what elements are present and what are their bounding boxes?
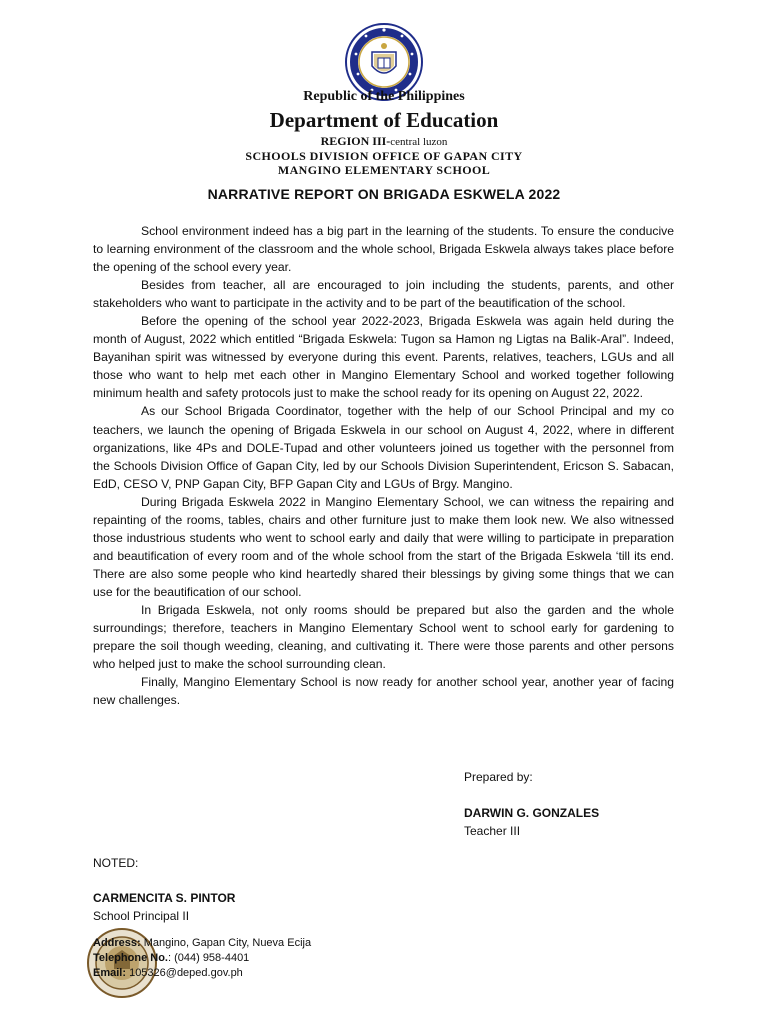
- address-value: Mangino, Gapan City, Nueva Ecija: [140, 937, 312, 949]
- report-title: NARRATIVE REPORT ON BRIGADA ESKWELA 2022: [207, 186, 561, 202]
- region-heading: [0, 134, 768, 149]
- address-label: Address:: [93, 937, 141, 949]
- body-paragraph: Before the opening of the school year 2022-2023, Brigada Eskwela was again held during the month of August, 2022 which entitled “Brigada Eskwela: Tugon sa Hamon ng Ligtas na Balik-Aral”. Indeed, Bayanihan spirit was witnessed by everyone during this event. Parents, relatives, teachers, LGUs and all those who want to help met each other in Mangino Elementary School and worked together following minimum health and safety protocols just to make the school ready for its opening on August 22, 2022.: [93, 314, 674, 401]
- region-label: REGION III-: [320, 134, 391, 148]
- email-label: Email:: [93, 967, 127, 979]
- region-suffix: central luzon: [390, 136, 448, 148]
- prepared-by-block: [464, 768, 724, 840]
- footer-address: [93, 936, 493, 951]
- noted-label: NOTED:: [93, 856, 139, 870]
- noted-block: [93, 854, 493, 925]
- body-paragraph: As our School Brigada Coordinator, together with the help of our School Principal and my co teachers, we launch the opening of Brigada Eskwela in our school on August 4, 2022, where in different organizations, like 4Ps and DOLE-Tupad and other volunteers joined us together with the personnel from the Schools Division Office of Gapan City, led by our Schools Division Superintendent, Ericson S. Sabacan, EdD, CESO V, PNP Gapan City, BFP Gapan City and LGUs of Brgy. Mangino.: [93, 404, 674, 491]
- preparer-position: Teacher III: [464, 824, 521, 838]
- footer-contact: [93, 936, 493, 981]
- body-paragraph: Finally, Mangino Elementary School is now ready for another school year, another year of facing new challenges.: [93, 675, 674, 708]
- department-heading: Department of Education: [269, 108, 499, 132]
- principal-position: School Principal II: [93, 909, 190, 923]
- preparer-name: DARWIN G. GONZALES: [464, 806, 600, 820]
- school-heading: MANGINO ELEMENTARY SCHOOL: [277, 163, 491, 177]
- body-paragraph: School environment indeed has a big part in the learning of the students. To ensure the conducive to learning environment of the classroom and the whole school, Brigada Eskwela always takes place before the opening of the school every year.: [93, 224, 674, 275]
- footer-email: [93, 966, 493, 981]
- prepared-by-label: Prepared by:: [464, 770, 533, 784]
- body-paragraph: During Brigada Eskwela 2022 in Mangino Elementary School, we can witness the repairing and repainting of the rooms, tables, chairs and other furniture just to make them look new. We also witnessed those industrious students who went to school early and daily that were willing to participate in preparation and beautification of every room and of the whole school from the start of the Brigada Eskwela ‘till its end. There are also some people who kind heartedly shared their blessings by giving some things that we can use for the beautification of our school.: [93, 494, 674, 599]
- letterhead: [0, 88, 768, 177]
- telephone-label: Telephone No.: [93, 952, 168, 964]
- body-paragraph: Besides from teacher, all are encouraged to join including the students, parents, and other stakeholders who want to participate in the activity and to be part of the beautification of the school.: [93, 278, 674, 311]
- email-value: 105326@deped.gov.ph: [126, 967, 243, 979]
- body-paragraph: In Brigada Eskwela, not only rooms should be prepared but also the garden and the whole surroundings; therefore, teachers in Mangino Elementary School went to school early for gardening to prepare the soil though weeding, cleaning, and cultivating it. There were those parents and other persons who helped just to make the school surrounding clean.: [93, 602, 674, 672]
- division-heading: SCHOOLS DIVISION OFFICE OF GAPAN CITY: [245, 149, 523, 163]
- footer-telephone: [93, 951, 493, 966]
- republic-heading: Republic of the Philippines: [303, 89, 465, 104]
- principal-name: CARMENCITA S. PINTOR: [93, 891, 236, 905]
- telephone-value: : (044) 958-4401: [167, 952, 250, 964]
- report-body: [93, 222, 674, 709]
